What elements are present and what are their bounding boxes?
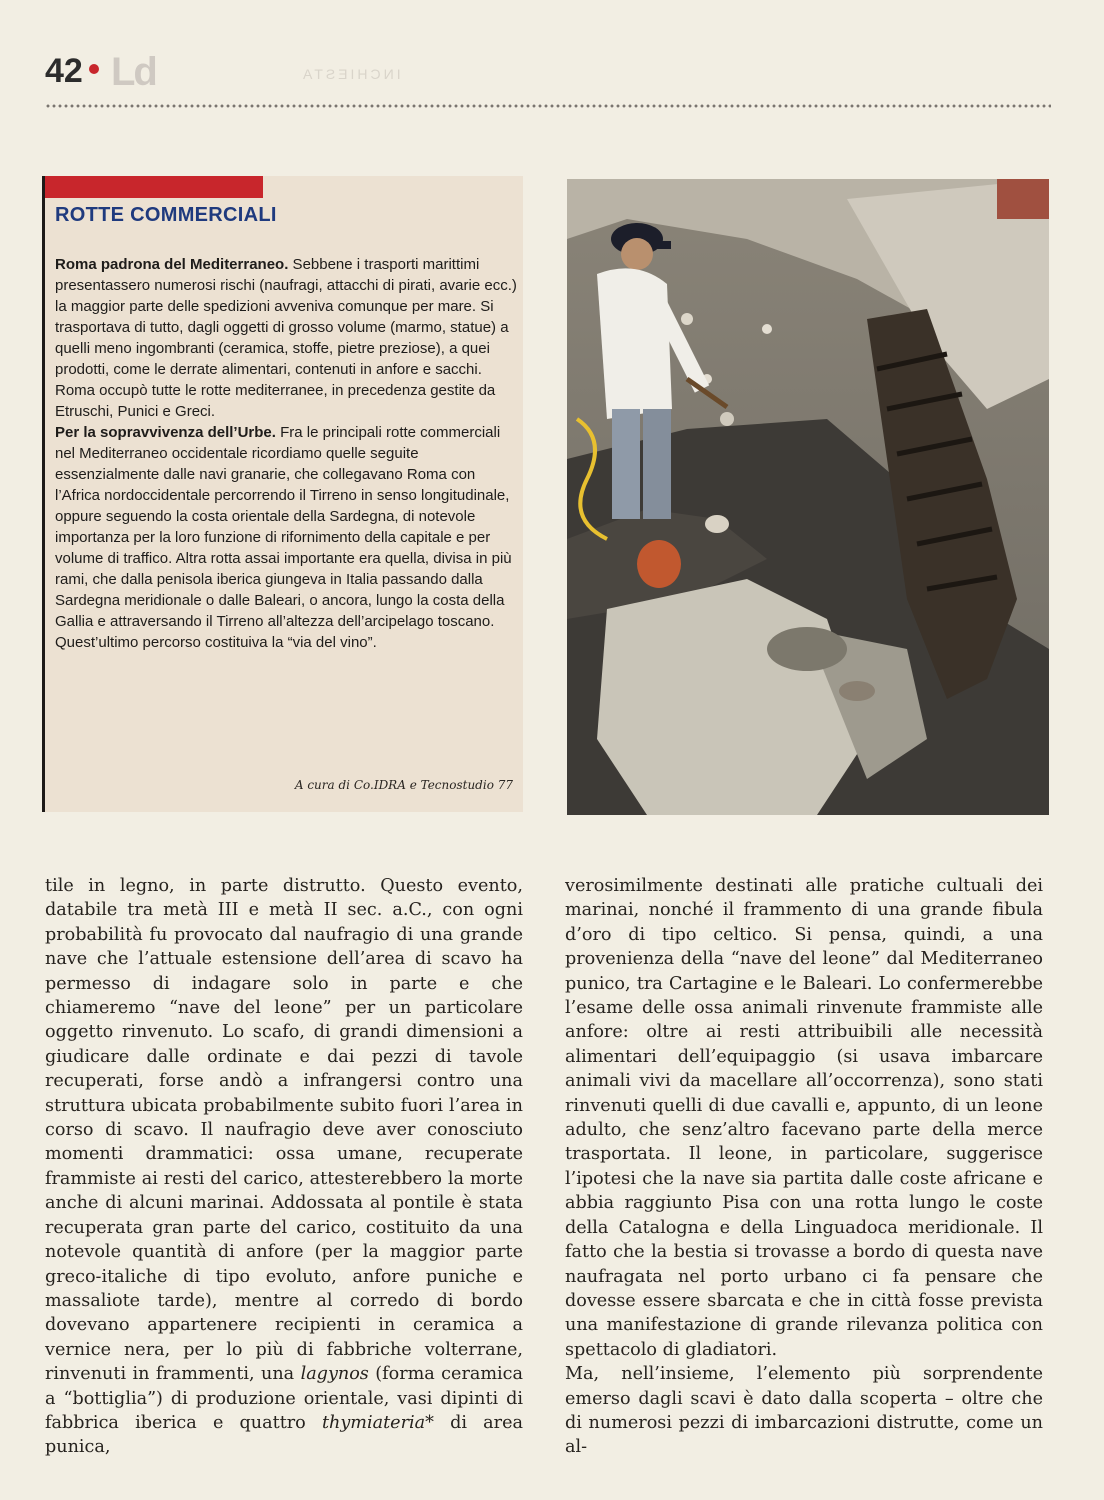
sidebar-text: Sebbene i trasporti marittimi presentassero numerosi rischi (naufragi, attacchi di pirati, avarie ecc.) la maggior parte delle spedizioni avveniva comunque per mare. Si trasportava di tutto, dagli oggetti di grosso volume (marmo, statue) a quelli meno ingombranti (ceramica, stoffe, pietre preziose), a quei prodotti, come le derrate alimentari, contenuti in anfore e sacchi. Roma occupò tutte le rotte mediterranee, in precedenza gestite da Etruschi, Punici e Greci. [55, 256, 517, 420]
article-italic-term: thymiateria [321, 1412, 426, 1433]
article-text: (forma ceramica a “bottiglia”) di produzione orientale, vasi dipinti di fabbrica iberica e quattro [45, 1364, 523, 1433]
article-italic-term: lagynos [300, 1364, 369, 1385]
article-paragraph: verosimilmente destinati alle pratiche cultuali dei marinai, nonché il frammento di una grande fibula d’oro di tipo celtico. Si pensa, quindi, a una provenienza della “nave del leone” dal Mediterraneo punico, tra Cartagine e le Baleari. Lo confermerebbe l’esame delle ossa animali rinvenute frammiste alle anfore: oltre ai resti attribuibili alle necessità alimentari dell’equipaggio (si usava imbarcare animali vivi da macellare all’occorrenza), sono stati rinvenuti quelli di due cavalli e, appunto, di un leone adulto, che senz’altro facevano parte della merce trasportata. Il leone, in particolare, suggerisce l’ipotesi che la nave sia partita dalle coste africane e abbia raggiunto Pisa con una rotta lungo le coste della Catalogna e della Linguadoca meridionale. Il fatto che la bestia si trovasse a bordo di questa nave naufragata nel porto urbano ci fa pensare che dovesse essere sbarcata e che in città fosse prevista una manifestazione di grande rilevanza politica con spettacolo di gladiatori. [565, 876, 1043, 1360]
sidebar-body [55, 254, 517, 653]
article-paragraph: Ma, nell’insieme, l’elemento più sorprendente emerso dagli scavi è dato dalla scoperta – oltre che di numerosi pezzi di imbarcazioni distrutte, come un al- [565, 1364, 1043, 1458]
sidebar-box [42, 176, 523, 812]
magazine-logo: Ld [111, 50, 156, 94]
article-column-left [45, 874, 523, 1460]
page-number: 42 [45, 52, 83, 90]
sidebar-lead: Per la sopravvivenza dell’Urbe. [55, 424, 276, 441]
red-bullet-icon [89, 64, 99, 74]
article-text: tile in legno, in parte distrutto. Questo evento, databile tra metà III e metà II sec. a.C., con ogni probabilità fu provocato dal naufragio di una grande nave che l’attuale estensione dell’area di scavo ha permesso di indagare solo in parte e che chiameremo “nave del leone” per un particolare oggetto rinvenuto. Lo scafo, di grandi dimensioni a giudicare dalle ordinate e dai pezzi di tavole recuperati, forse andò a infrangersi contro una struttura ubicata probabilmente subito fuori l’area in corso di scavo. Il naufragio deve aver conosciuto momenti drammatici: ossa umane, recuperate frammiste ai resti del carico, attesterebbero la morte anche di alcuni marinai. Addossata al pontile è stata recuperata gran parte del carico, costituito da una notevole quantità di anfore (per la maggior parte greco-italiche di tipo evoluto, anfore puniche e massaliote tarde), mentre al corredo di bordo dovevano appartenere recipienti in ceramica a vernice nera, per lo più di fabbriche volterrane, rinvenuti in frammenti, una [45, 876, 523, 1385]
show-through-text: INCHIESTA [300, 66, 401, 82]
sidebar-title: ROTTE COMMERCIALI [55, 204, 277, 226]
article-text: * di area punica, [45, 1412, 523, 1458]
article-paragraph [45, 874, 523, 1460]
sidebar-lead: Roma padrona del Mediterraneo. [55, 256, 289, 273]
sidebar-text: Fra le principali rotte commerciali nel Mediterraneo occidentale ricordiamo quelle seguite essenzialmente dalle navi granarie, che collegavano Roma con l’Africa nordoccidentale percorrendo il Tirreno in senso longitudinale, oppure seguendo la costa orientale della Sardegna, di notevole importanza per la loro funzione di rifornimento della capitale e per volume di traffico. Altra rotta assai importante era quella, divisa in più rami, che dalla penisola iberica giungeva in Italia passando dalla Sardegna meridionale o dalle Baleari, o ancora, lungo la costa della Gallia e attraversando il Tirreno all’altezza dell’arcipelago toscano. Quest’ultimo percorso costituiva la “via del vino”. [55, 424, 512, 651]
dotted-divider [45, 102, 1051, 110]
sidebar-credit: A cura di Co.IDRA e Tecnostudio 77 [294, 778, 513, 792]
excavation-photo [567, 179, 1049, 815]
sidebar-paragraph [55, 422, 517, 653]
sidebar-accent-bar [45, 176, 263, 198]
sidebar-paragraph [55, 254, 517, 422]
excavation-photo-illustration [567, 179, 1049, 815]
article-column-right [565, 874, 1043, 1460]
